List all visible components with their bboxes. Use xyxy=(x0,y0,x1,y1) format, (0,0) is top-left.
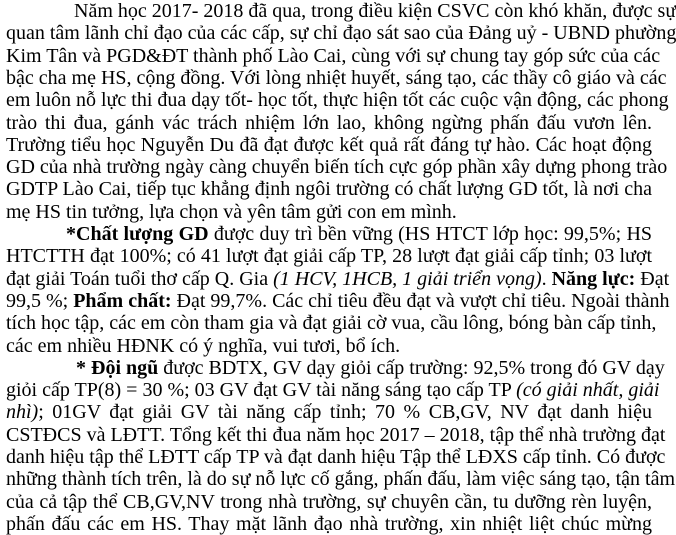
text-run: Đạt 99,7%. Các chỉ tiêu đều đạt và vượt chỉ tiêu. Ngoài thành xyxy=(171,289,670,312)
paragraph-3-line-6: những thành tích trên, là do sự nỗ lực cố gắng, phấn đấu, làm việc sáng tạo, tận tâm xyxy=(6,468,676,491)
paragraph-2-line-2: HTCTTH đạt 100%; có 41 lượt đạt giải cấp TP, 28 lượt đạt giải cấp tỉnh; 03 lượt xyxy=(6,245,652,268)
paragraph-1-line-3: Kim Tân và PGD&ĐT thành phố Lào Cai, cùng với sự chung tay góp sức của các xyxy=(6,44,661,67)
text-run: đạt giải Toán tuổi thơ cấp Q. Gia xyxy=(6,267,274,290)
text-run: giỏi cấp TP(8) = 30 %; 03 GV đạt GV tài năng sáng tạo cấp TP xyxy=(6,379,517,402)
text-run: được BDTX, GV dạy giỏi cấp trường: 92,5% trong đó GV dạy xyxy=(158,356,665,379)
paragraph-2-line-4 xyxy=(6,289,670,312)
staff-heading: * Đội ngũ xyxy=(76,356,159,379)
awards-note: (1 HCV, 1HCB, 1 giải triển vọng) xyxy=(273,267,542,290)
paragraph-3-line-4: CSTĐCS và LĐTT. Tổng kết thi đua năm học 2017 – 2018, tập thể nhà trường đạt xyxy=(6,423,666,446)
paragraph-1-line-2: quan tâm lãnh chỉ đạo của các cấp, sự chỉ đạo sát sao của Đảng uỷ - UBND phường xyxy=(6,22,676,45)
paragraph-2-line-1 xyxy=(0,223,652,245)
quality-trait-heading: Phẩm chất: xyxy=(73,289,172,312)
text-run: 99,5 %; xyxy=(6,289,74,312)
competency-heading: Năng lực: xyxy=(551,267,636,290)
text-run: Đạt xyxy=(635,267,670,290)
awards-note: (có giải nhất, giải xyxy=(516,379,660,402)
paragraph-2-line-3 xyxy=(6,267,670,290)
paragraph-1-line-7: Trường tiểu học Nguyễn Du đã đạt được kết quả rất đáng tự hào. Các hoạt động xyxy=(6,133,652,156)
paragraph-1-line-10: mẹ HS tin tưởng, lựa chọn và yên tâm gửi con em mình. xyxy=(6,200,457,223)
text-run: . xyxy=(541,267,552,290)
quality-text: được duy trì bền vững (HS HTCT lớp học: 99,5%; HS xyxy=(208,223,653,245)
paragraph-3-line-5: danh hiệu tập thể LĐTT cấp TP và đạt danh hiệu Tập thể LĐXS cấp tỉnh. Có được xyxy=(6,446,666,468)
paragraph-1-line-6: trào thi đua, gánh vác trách nhiệm lớn lao, không ngừng phấn đấu vươn lên. xyxy=(6,111,652,134)
paragraph-1-line-1: Năm học 2017- 2018 đã qua, trong điều kiện CSVC còn khó khăn, được sự xyxy=(74,0,676,22)
paragraph-1-line-4: bậc cha mẹ HS, cộng đồng. Với lòng nhiệt huyết, sáng tạo, các thầy cô giáo và các xyxy=(6,66,667,89)
paragraph-3-line-3 xyxy=(6,401,652,423)
paragraph-3-line-8: phấn đấu các em HS. Thay mặt lãnh đạo nhà trường, xin nhiệt liệt chúc mừng xyxy=(6,512,652,535)
quality-heading: *Chất lượng GD xyxy=(66,223,209,245)
paragraph-3-line-2 xyxy=(6,379,660,402)
paragraph-3-line-7: của cả tập thể CB,GV,NV trong nhà trường, sự chuyên cần, tu dưỡng rèn luyện, xyxy=(6,490,652,513)
paragraph-1-line-9: GDTP Lào Cai, tiếp tục khẳng định ngôi trường có chất lượng GD tốt, là nơi cha xyxy=(6,178,652,201)
paragraph-3-line-1 xyxy=(0,356,665,379)
paragraph-1-line-8: GD của nhà trường ngày càng chuyển biến tích cực góp phần xây dựng phong trào xyxy=(6,156,668,179)
paragraph-2-line-6: các em nhiều HĐNK có ý nghĩa, vui tươi, bổ ích. xyxy=(6,334,401,357)
paragraph-2-line-5: tích học tập, các em còn tham gia và đạt giải cờ vua, cầu lông, bóng bàn cấp tỉnh, xyxy=(6,312,657,335)
paragraph-1-line-5: em luôn nỗ lực thi đua dạy tốt- học tốt, thực hiện tốt các cuộc vận động, các phong xyxy=(6,89,669,112)
text-run: ; 01GV đạt giải GV tài năng cấp tỉnh; 70 % CB,GV, NV đạt danh hiệu xyxy=(38,401,652,424)
awards-note: nhì) xyxy=(6,401,39,424)
